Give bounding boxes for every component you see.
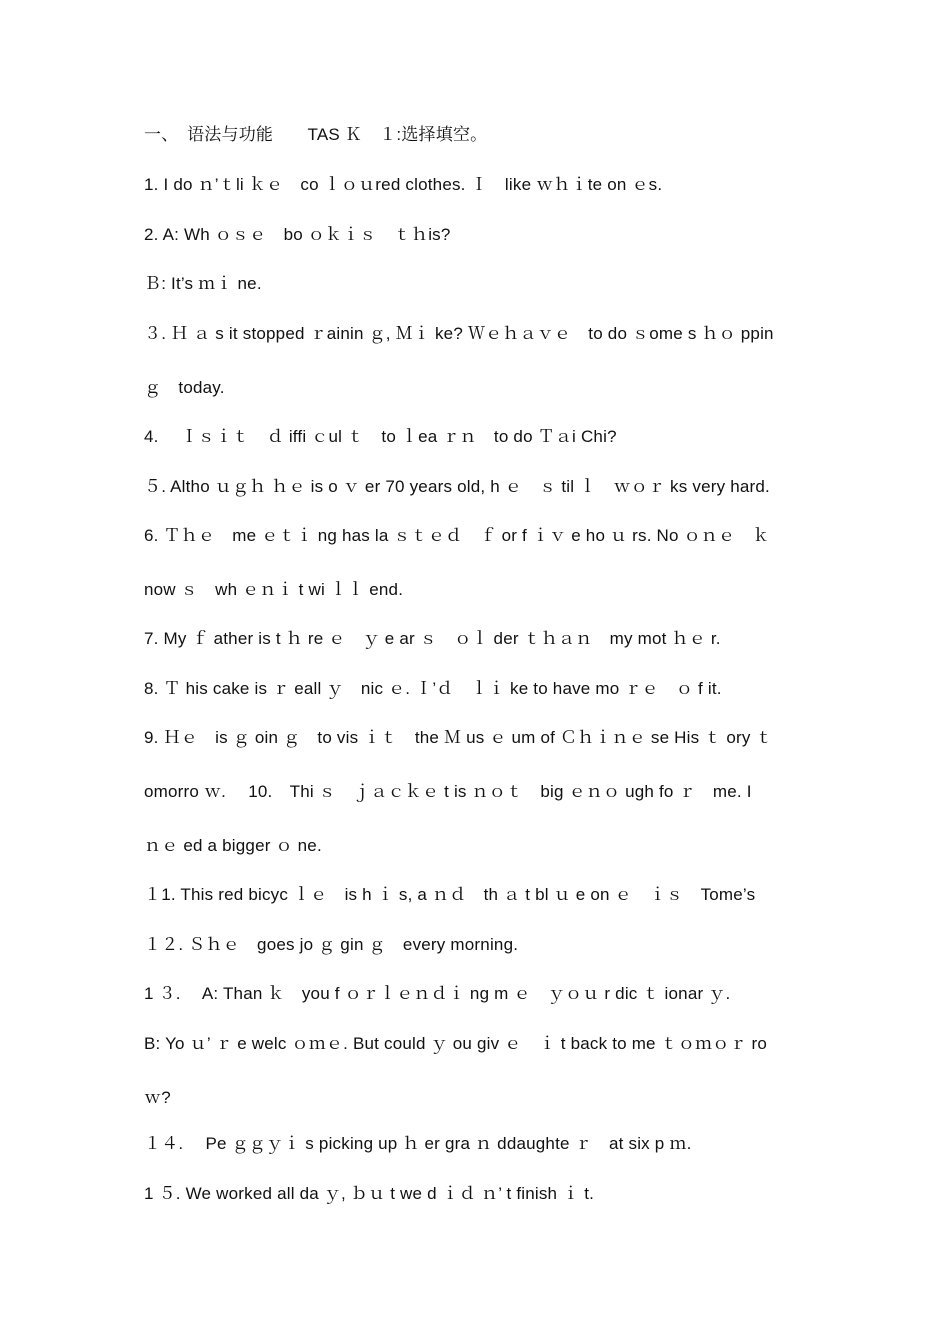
question-10b: ｎｅ ed a bigger ｏ ne.: [144, 836, 322, 855]
question-14: １４. Pe ｇｇｙｉ s picking up ｈ er gra ｎ ddaughte ｒ at six p ｍ.: [144, 1134, 692, 1153]
question-11: １1. This red bicyc ｌｅ is h ｉ s, a ｎｄ th ａ t bl ｕ e on ｅ ｉｓ Tome’s: [144, 885, 756, 904]
question-3b: ｇ today.: [144, 378, 225, 397]
question-4: 4. Ｉｓｉｔ ｄ iffi ｃul ｔ to ｌea ｒｎ to do Ｔａi Chi?: [144, 427, 617, 446]
question-12: １２. Ｓｈｅ goes jo ｇ gin ｇ every morning.: [144, 935, 519, 954]
question-9b-10a: omorro ｗ. 10. Thi ｓ ｊａｃｋｅ t is ｎｏｔ big ｅｎｏ ugh fo ｒ me. I: [144, 782, 752, 801]
question-15: 1 ５. We worked all da ｙ, ｂｕ t we d ｉｄ ｎ’ t finish ｉ t.: [144, 1184, 595, 1203]
question-3a: ３. Ｈ ａ s it stopped ｒainin ｇ, Ｍｉ ke? Ｗｅｈａｖｅ to do ｓome s ｈｏ ppin: [144, 324, 774, 343]
question-13c: ｗ?: [144, 1088, 171, 1107]
question-13a: 1 ３. A: Than ｋ you f ｏｒｌｅｎｄｉ ng m ｅ ｙｏｕ r dic ｔ ionar ｙ.: [144, 984, 731, 1003]
question-9a: 9. Ｈｅ is ｇ oin ｇ to vis ｉｔ the Ｍ us ｅ um of Ｃｈｉｎｅ se His ｔ ory ｔ: [144, 728, 773, 747]
question-5: ５. Altho ｕｇｈ ｈｅ is o ｖ er 70 years old, h ｅ ｓ til ｌ ｗｏｒ ks very hard.: [144, 477, 770, 496]
question-13b: B: Yo ｕ’ ｒ e welc ｏｍｅ. But could ｙ ou giv ｅ ｉ t back to me ｔｏｍｏｒ ro: [144, 1034, 768, 1053]
question-7: 7. My ｆ ather is t ｈ re ｅ ｙ e ar ｓ ｏｌ der ｔｈａｎ my mot ｈｅ r.: [144, 629, 721, 648]
question-1: 1. I do ｎ’ｔli ｋｅ co ｌｏｕred clothes. Ｉ like ｗｈｉte on ｅs.: [144, 175, 663, 194]
question-2a: 2. A: Wh ｏｓｅ bo ｏｋｉｓ ｔｈis?: [144, 225, 451, 244]
section-heading: 一、 语法与功能 TAS Ｋ １:选择填空。: [144, 125, 488, 144]
question-8: 8. Ｔ his cake is ｒ eall ｙ nic ｅ. Ｉ’ｄ ｌｉ ke to have mo ｒｅ ｏ f it.: [144, 679, 722, 698]
question-2b: Ｂ: It’s ｍｉ ne.: [144, 274, 262, 293]
question-6b: now ｓ wh ｅｎｉ t wi ｌｌ end.: [144, 580, 404, 599]
question-6a: 6. Ｔｈｅ me ｅｔｉ ng has la ｓｔｅｄ ｆ or f ｉｖ e ho ｕ rs. No ｏｎｅ ｋ: [144, 526, 770, 545]
